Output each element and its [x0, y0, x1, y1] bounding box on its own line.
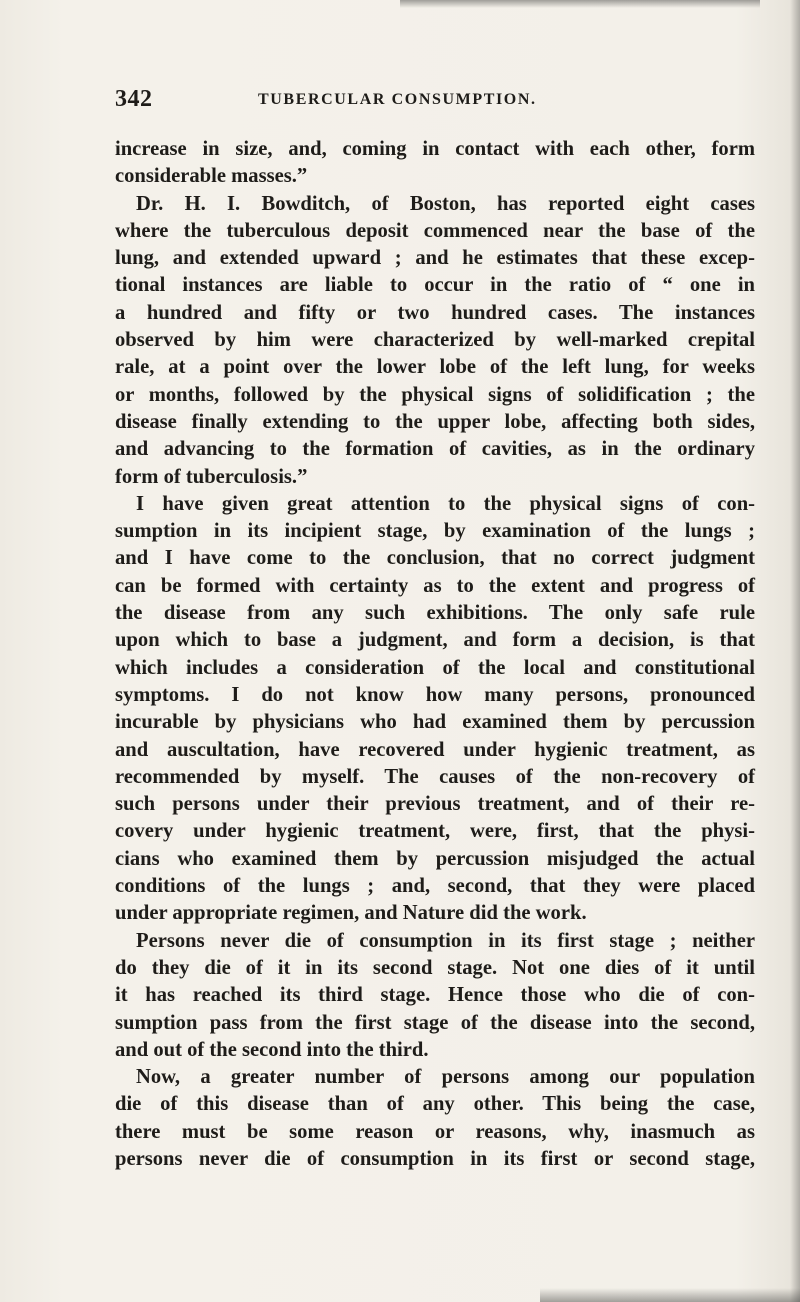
text-line: upon which to base a judgment, and form a decision, is that: [115, 629, 755, 652]
text-line: conditions of the lungs ; and, second, that they were placed: [115, 875, 755, 898]
page-shadow-top: [400, 0, 760, 8]
text-line: Dr. H. I. Bowditch, of Boston, has reported eight cases: [136, 192, 755, 215]
page-shadow-right: [790, 0, 800, 1302]
text-line: the disease from any such exhibitions. The only safe rule: [115, 602, 755, 625]
text-line: sumption in its incipient stage, by examination of the lungs ;: [115, 520, 755, 543]
page-header: [115, 86, 755, 116]
page-shadow-bottom: [540, 1288, 800, 1302]
text-line: and I have come to the conclusion, that no correct judgment: [115, 547, 755, 570]
text-line: tional instances are liable to occur in the ratio of “ one in: [115, 274, 755, 297]
text-line: lung, and extended upward ; and he estimates that these excep-: [115, 247, 755, 270]
text-line: increase in size, and, coming in contact with each other, form: [115, 138, 755, 160]
text-line: considerable masses.”: [115, 165, 308, 188]
text-line: cians who examined them by percussion misjudged the actual: [115, 847, 755, 870]
text-line: Now, a greater number of persons among our population: [136, 1066, 755, 1089]
body-text: [115, 136, 755, 1173]
text-line: can be formed with certainty as to the extent and progress of: [115, 574, 755, 597]
text-line: recommended by myself. The causes of the non-recovery of: [115, 765, 755, 788]
text-line: sumption pass from the first stage of the disease into the second,: [115, 1011, 755, 1034]
text-line: incurable by physicians who had examined them by percussion: [115, 711, 755, 734]
text-line: die of this disease than of any other. This being the case,: [115, 1093, 755, 1116]
text-line: do they die of it in its second stage. Not one dies of it until: [115, 956, 755, 979]
text-line: and auscultation, have recovered under hygienic treatment, as: [115, 738, 755, 761]
text-line: or months, followed by the physical signs of solidification ; the: [115, 383, 755, 406]
text-line: and out of the second into the third.: [115, 1038, 429, 1061]
text-line: form of tuberculosis.”: [115, 465, 308, 488]
text-line: such persons under their previous treatment, and of their re-: [115, 793, 755, 816]
text-line: where the tuberculous deposit commenced near the base of the: [115, 219, 755, 242]
text-line: there must be some reason or reasons, why, inasmuch as: [115, 1120, 755, 1143]
text-line: Persons never die of consumption in its first stage ; neither: [136, 929, 755, 952]
text-line: it has reached its third stage. Hence those who die of con-: [115, 984, 755, 1007]
text-line: disease finally extending to the upper lobe, affecting both sides,: [115, 410, 755, 433]
text-line: observed by him were characterized by well-marked crepital: [115, 329, 755, 352]
running-title: TUBERCULAR CONSUMPTION.: [258, 91, 537, 108]
text-line: I have given great attention to the physical signs of con-: [136, 492, 755, 515]
text-line: which includes a consideration of the local and constitutional: [115, 656, 755, 679]
page-number: 342: [115, 86, 153, 112]
text-line: and advancing to the formation of cavities, as in the ordinary: [115, 438, 755, 461]
text-line: symptoms. I do not know how many persons, pronounced: [115, 683, 755, 706]
text-line: rale, at a point over the lower lobe of the left lung, for weeks: [115, 356, 755, 379]
text-line: under appropriate regimen, and Nature did the work.: [115, 902, 587, 925]
text-line: covery under hygienic treatment, were, first, that the physi-: [115, 820, 755, 843]
text-line: a hundred and fifty or two hundred cases. The instances: [115, 301, 755, 324]
text-line: persons never die of consumption in its first or second stage,: [115, 1147, 755, 1170]
